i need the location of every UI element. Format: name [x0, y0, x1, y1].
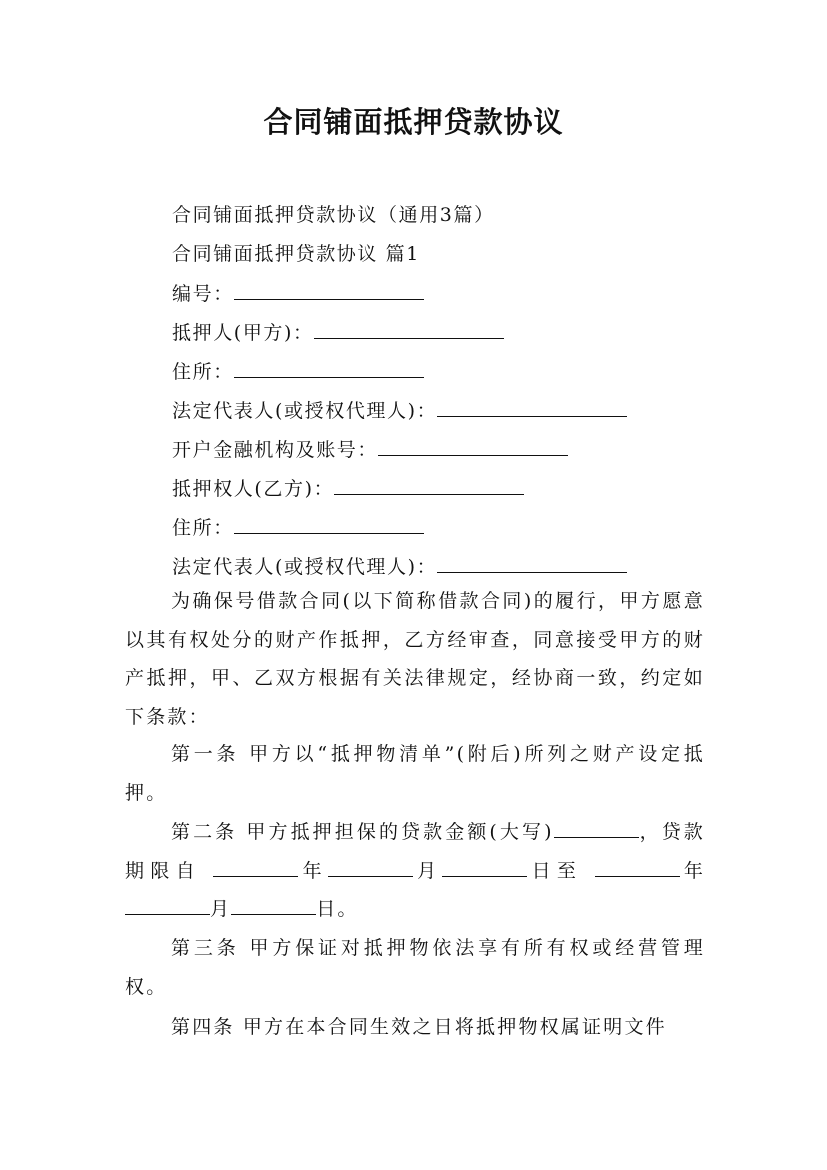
number-line	[172, 279, 424, 306]
end-month-label: 月	[210, 898, 232, 920]
rep2-label: 法定代表人(或授权代理人)：	[172, 556, 438, 578]
end-year-blank	[595, 857, 680, 877]
address1-blank	[234, 358, 424, 378]
end-day-label: 日。	[316, 898, 359, 920]
rep1-label: 法定代表人(或授权代理人)：	[172, 400, 438, 422]
start-day-label: 日至	[527, 859, 583, 882]
address2-blank	[234, 514, 424, 534]
article-1: 第一条 甲方以“抵押物清单”(附后)所列之财产设定抵押。	[125, 743, 705, 804]
mortgagor-label: 抵押人(甲方)：	[172, 322, 314, 344]
start-year-label: 年	[298, 859, 328, 882]
rep1-line	[172, 396, 627, 423]
mortgagee-label: 抵押权人(乙方)：	[172, 478, 335, 500]
art2-text-b: ，贷款期限自	[125, 821, 705, 882]
rep1-blank	[437, 397, 627, 417]
rep2-line	[172, 552, 627, 579]
bank-line	[172, 435, 568, 462]
number-blank	[234, 280, 424, 300]
intro-paragraph: 为确保号借款合同(以下简称借款合同)的履行，甲方愿意以其有权处分的财产作抵押，乙方经审查，同意接受甲方的财产抵押，甲、乙双方根据有关法律规定，经协商一致，约定如下条款：	[125, 590, 705, 728]
rep2-blank	[437, 553, 627, 573]
loan-amount-blank	[554, 818, 639, 838]
address1-label: 住所：	[172, 361, 234, 383]
end-year-label: 年	[679, 859, 706, 882]
mortgagor-line	[172, 318, 504, 345]
start-day-blank	[442, 857, 527, 877]
article-4: 第四条 甲方在本合同生效之日将抵押物权属证明文件	[171, 1016, 667, 1038]
end-month-blank	[125, 895, 210, 915]
article-2	[125, 813, 705, 929]
start-month-label: 月	[412, 859, 443, 882]
art2-text-a: 第二条 甲方抵押担保的贷款金额(大写)	[171, 821, 554, 843]
start-year-blank	[213, 857, 298, 877]
bank-label: 开户金融机构及账号：	[172, 439, 379, 461]
document-title: 合同铺面抵押贷款协议	[263, 105, 564, 139]
subtitle-line: 合同铺面抵押贷款协议（通用3篇）	[172, 204, 495, 226]
start-month-blank	[328, 857, 413, 877]
article-3: 第三条 甲方保证对抵押物依法享有所有权或经营管理权。	[125, 937, 705, 998]
address2-label: 住所：	[172, 517, 234, 539]
mortgagee-line	[172, 474, 524, 501]
mortgagee-blank	[334, 475, 524, 495]
address2-line	[172, 513, 424, 540]
bank-blank	[378, 436, 568, 456]
end-day-blank	[231, 895, 316, 915]
address1-line	[172, 357, 424, 384]
mortgagor-blank	[314, 319, 504, 339]
part-heading: 合同铺面抵押贷款协议 篇1	[172, 243, 420, 265]
number-label: 编号：	[172, 283, 234, 305]
